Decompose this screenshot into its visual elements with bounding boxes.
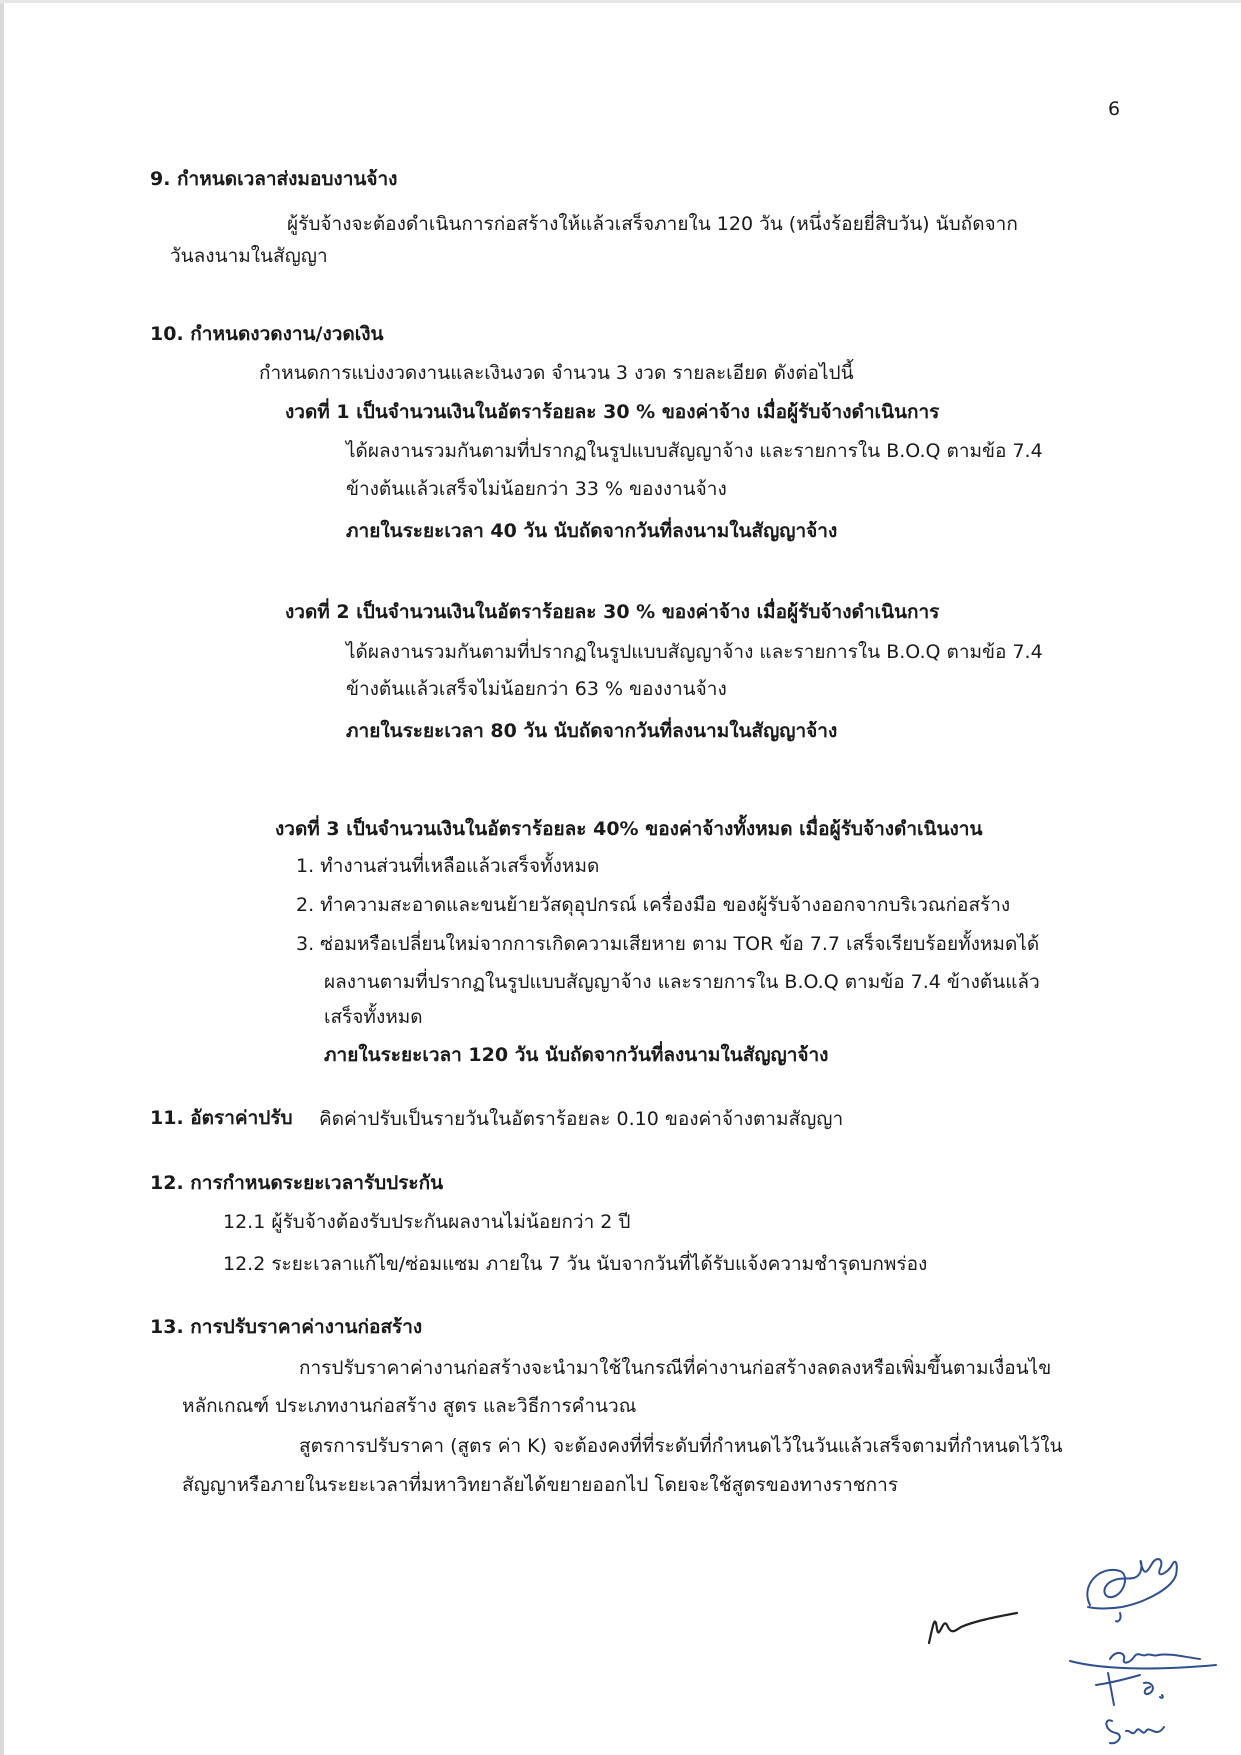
section-11-text: คิดค่าปรับเป็นรายวันในอัตราร้อยละ 0.10 ของค่าจ้างตามสัญญา bbox=[319, 1108, 844, 1130]
installment-2-line-1: ได้ผลงานรวมกันตามที่ปรากฏในรูปแบบสัญญาจ้าง และรายการใน B.O.Q ตามข้อ 7.4 bbox=[346, 641, 1043, 663]
installment-2-deadline: ภายในระยะเวลา 80 วัน นับถัดจากวันที่ลงนามในสัญญาจ้าง bbox=[346, 720, 838, 742]
installment-3-heading: งวดที่ 3 เป็นจำนวนเงินในอัตราร้อยละ 40% ของค่าจ้างทั้งหมด เมื่อผู้รับจ้างดำเนินงาน bbox=[275, 818, 983, 840]
installment-2-heading: งวดที่ 2 เป็นจำนวนเงินในอัตราร้อยละ 30 % ของค่าจ้าง เมื่อผู้รับจ้างดำเนินการ bbox=[285, 601, 940, 623]
section-12-line-1: 12.1 ผู้รับจ้างต้องรับประกันผลงานไม่น้อยกว่า 2 ปี bbox=[223, 1211, 631, 1233]
section-12-line-2: 12.2 ระยะเวลาแก้ไข/ซ่อมแซม ภายใน 7 วัน นับจากวันที่ได้รับแจ้งความชำรุดบกพร่อง bbox=[223, 1253, 928, 1275]
installment-1-heading: งวดที่ 1 เป็นจำนวนเงินในอัตราร้อยละ 30 % ของค่าจ้าง เมื่อผู้รับจ้างดำเนินการ bbox=[285, 401, 940, 423]
section-12-heading: 12. การกำหนดระยะเวลารับประกัน bbox=[150, 1172, 444, 1194]
section-13-para-2-line-1: สูตรการปรับราคา (สูตร ค่า K) จะต้องคงที่ที่ระดับที่กำหนดไว้ในวันแล้วเสร็จตามที่กำหนดไว้ใน bbox=[299, 1435, 1063, 1457]
installment-3-deadline: ภายในระยะเวลา 120 วัน นับถัดจากวันที่ลงนามในสัญญาจ้าง bbox=[324, 1044, 829, 1066]
section-13-para-1-line-2: หลักเกณฑ์ ประเภทงานก่อสร้าง สูตร และวิธีการคำนวณ bbox=[182, 1395, 637, 1417]
section-13-para-2-line-2: สัญญาหรือภายในระยะเวลาที่มหาวิทยาลัยได้ขยายออกไป โดยจะใช้สูตรของทางราชการ bbox=[182, 1474, 899, 1496]
installment-1-line-1: ได้ผลงานรวมกันตามที่ปรากฏในรูปแบบสัญญาจ้าง และรายการใน B.O.Q ตามข้อ 7.4 bbox=[346, 440, 1043, 462]
installment-3-item-3-cont-1: ผลงานตามที่ปรากฏในรูปแบบสัญญาจ้าง และรายการใน B.O.Q ตามข้อ 7.4 ข้างต้นแล้ว bbox=[324, 971, 1040, 993]
section-11-heading: 11. อัตราค่าปรับ bbox=[150, 1107, 293, 1129]
page-number: 6 bbox=[1108, 98, 1121, 120]
section-9-line-1: ผู้รับจ้างจะต้องดำเนินการก่อสร้างให้แล้วเสร็จภายใน 120 วัน (หนึ่งร้อยยี่สิบวัน) นับถัดจาก bbox=[287, 213, 1018, 235]
installment-1-deadline: ภายในระยะเวลา 40 วัน นับถัดจากวันที่ลงนามในสัญญาจ้าง bbox=[346, 520, 838, 542]
section-9-line-2: วันลงนามในสัญญา bbox=[170, 245, 328, 267]
section-10-heading: 10. กำหนดงวดงาน/งวดเงิน bbox=[150, 323, 384, 345]
installment-1-line-2: ข้างต้นแล้วเสร็จไม่น้อยกว่า 33 % ของงานจ้าง bbox=[346, 478, 727, 500]
page-left-edge bbox=[0, 0, 4, 1755]
section-9-heading: 9. กำหนดเวลาส่งมอบงานจ้าง bbox=[150, 168, 398, 190]
page-top-edge bbox=[0, 0, 1241, 3]
section-10-intro: กำหนดการแบ่งงวดงานและเงินงวด จำนวน 3 งวด รายละเอียด ดังต่อไปนี้ bbox=[259, 362, 854, 384]
signature-initials-left bbox=[925, 1595, 1020, 1650]
installment-3-item-3: 3. ซ่อมหรือเปลี่ยนใหม่จากการเกิดความเสียหาย ตาม TOR ข้อ 7.7 เสร็จเรียบร้อยทั้งหมดได้ bbox=[296, 933, 1040, 955]
section-13-heading: 13. การปรับราคาค่างานก่อสร้าง bbox=[150, 1316, 423, 1338]
installment-3-item-2: 2. ทำความสะอาดและขนย้ายวัสดุอุปกรณ์ เครื่องมือ ของผู้รับจ้างออกจากบริเวณก่อสร้าง bbox=[296, 894, 1011, 916]
section-13-para-1-line-1: การปรับราคาค่างานก่อสร้างจะนำมาใช้ในกรณีที่ค่างานก่อสร้างลดลงหรือเพิ่มขึ้นตามเงื่อนไข bbox=[299, 1357, 1052, 1379]
installment-3-item-3-cont-2: เสร็จทั้งหมด bbox=[324, 1006, 423, 1028]
installment-3-item-1: 1. ทำงานส่วนที่เหลือแล้วเสร็จทั้งหมด bbox=[296, 855, 600, 877]
signature-block-right bbox=[1060, 1535, 1230, 1750]
installment-2-line-2: ข้างต้นแล้วเสร็จไม่น้อยกว่า 63 % ของงานจ้าง bbox=[346, 678, 727, 700]
